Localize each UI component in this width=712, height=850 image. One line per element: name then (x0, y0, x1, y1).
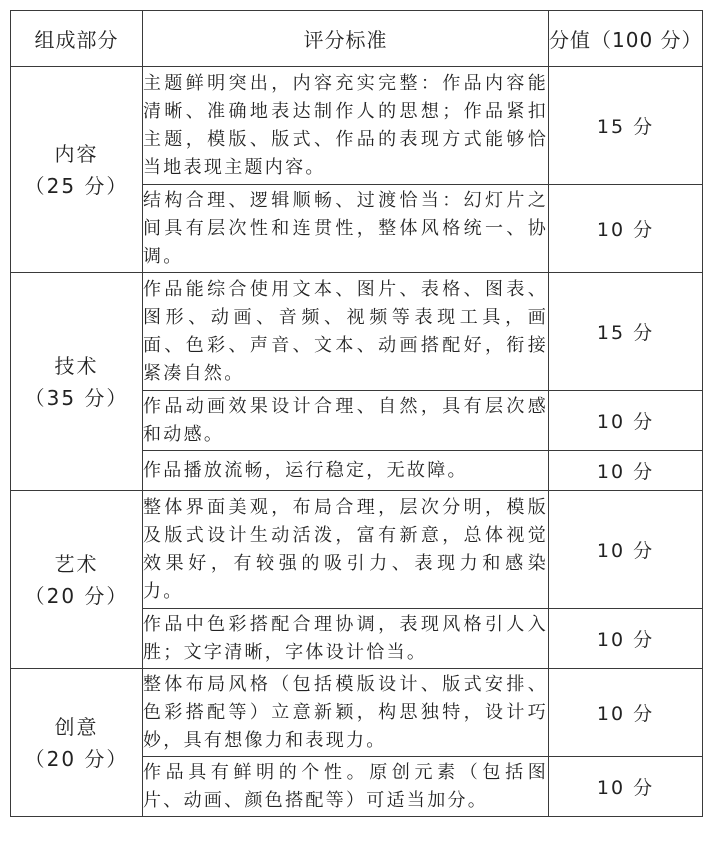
criteria-cell: 作品中色彩搭配合理协调，表现风格引人入胜；文字清晰，字体设计恰当。 (143, 609, 549, 669)
points-cell: 10 分 (549, 757, 703, 817)
criteria-cell: 整体界面美观，布局合理，层次分明，模版及版式设计生动活泼，富有新意，总体视觉效果好，有较强的吸引力、表现力和感染力。 (143, 491, 549, 609)
criteria-cell: 作品能综合使用文本、图片、表格、图表、图形、动画、音频、视频等表现工具，画面、色彩、声音、文本、动画搭配好，衔接紧凑自然。 (143, 273, 549, 391)
header-component: 组成部分 (11, 11, 143, 67)
table-row (11, 491, 703, 609)
category-cell-content (11, 67, 143, 273)
points-cell: 10 分 (549, 451, 703, 491)
header-points: 分值（100 分） (549, 11, 703, 67)
header-criteria: 评分标准 (143, 11, 549, 67)
criteria-cell: 整体布局风格（包括模版设计、版式安排、色彩搭配等）立意新颖，构思独特，设计巧妙，具有想像力和表现力。 (143, 669, 549, 757)
category-score: （20 分） (24, 746, 129, 771)
category-name: 创意 (54, 714, 99, 739)
criteria-cell: 作品动画效果设计合理、自然，具有层次感和动感。 (143, 391, 549, 451)
category-name: 技术 (54, 353, 99, 378)
points-cell: 10 分 (549, 185, 703, 273)
points-cell: 10 分 (549, 669, 703, 757)
category-name: 内容 (54, 141, 99, 166)
criteria-cell: 作品具有鲜明的个性。原创元素（包括图片、动画、颜色搭配等）可适当加分。 (143, 757, 549, 817)
points-cell: 10 分 (549, 391, 703, 451)
points-cell: 15 分 (549, 67, 703, 185)
category-name: 艺术 (54, 551, 99, 576)
category-cell-creativity (11, 669, 143, 817)
points-cell: 10 分 (549, 491, 703, 609)
criteria-cell: 作品播放流畅，运行稳定，无故障。 (143, 451, 549, 491)
points-cell: 10 分 (549, 609, 703, 669)
table-row (11, 273, 703, 391)
table-row (11, 67, 703, 185)
category-cell-art (11, 491, 143, 669)
category-cell-technique (11, 273, 143, 491)
category-score: （35 分） (24, 385, 129, 410)
points-cell: 15 分 (549, 273, 703, 391)
header-row (11, 11, 703, 67)
category-score: （25 分） (24, 173, 129, 198)
category-score: （20 分） (24, 583, 129, 608)
criteria-cell: 结构合理、逻辑顺畅、过渡恰当：幻灯片之间具有层次性和连贯性，整体风格统一、协调。 (143, 185, 549, 273)
scoring-rubric-table (10, 10, 703, 817)
criteria-cell: 主题鲜明突出，内容充实完整：作品内容能清晰、准确地表达制作人的思想；作品紧扣主题，模版、版式、作品的表现方式能够恰当地表现主题内容。 (143, 67, 549, 185)
table-row (11, 669, 703, 757)
